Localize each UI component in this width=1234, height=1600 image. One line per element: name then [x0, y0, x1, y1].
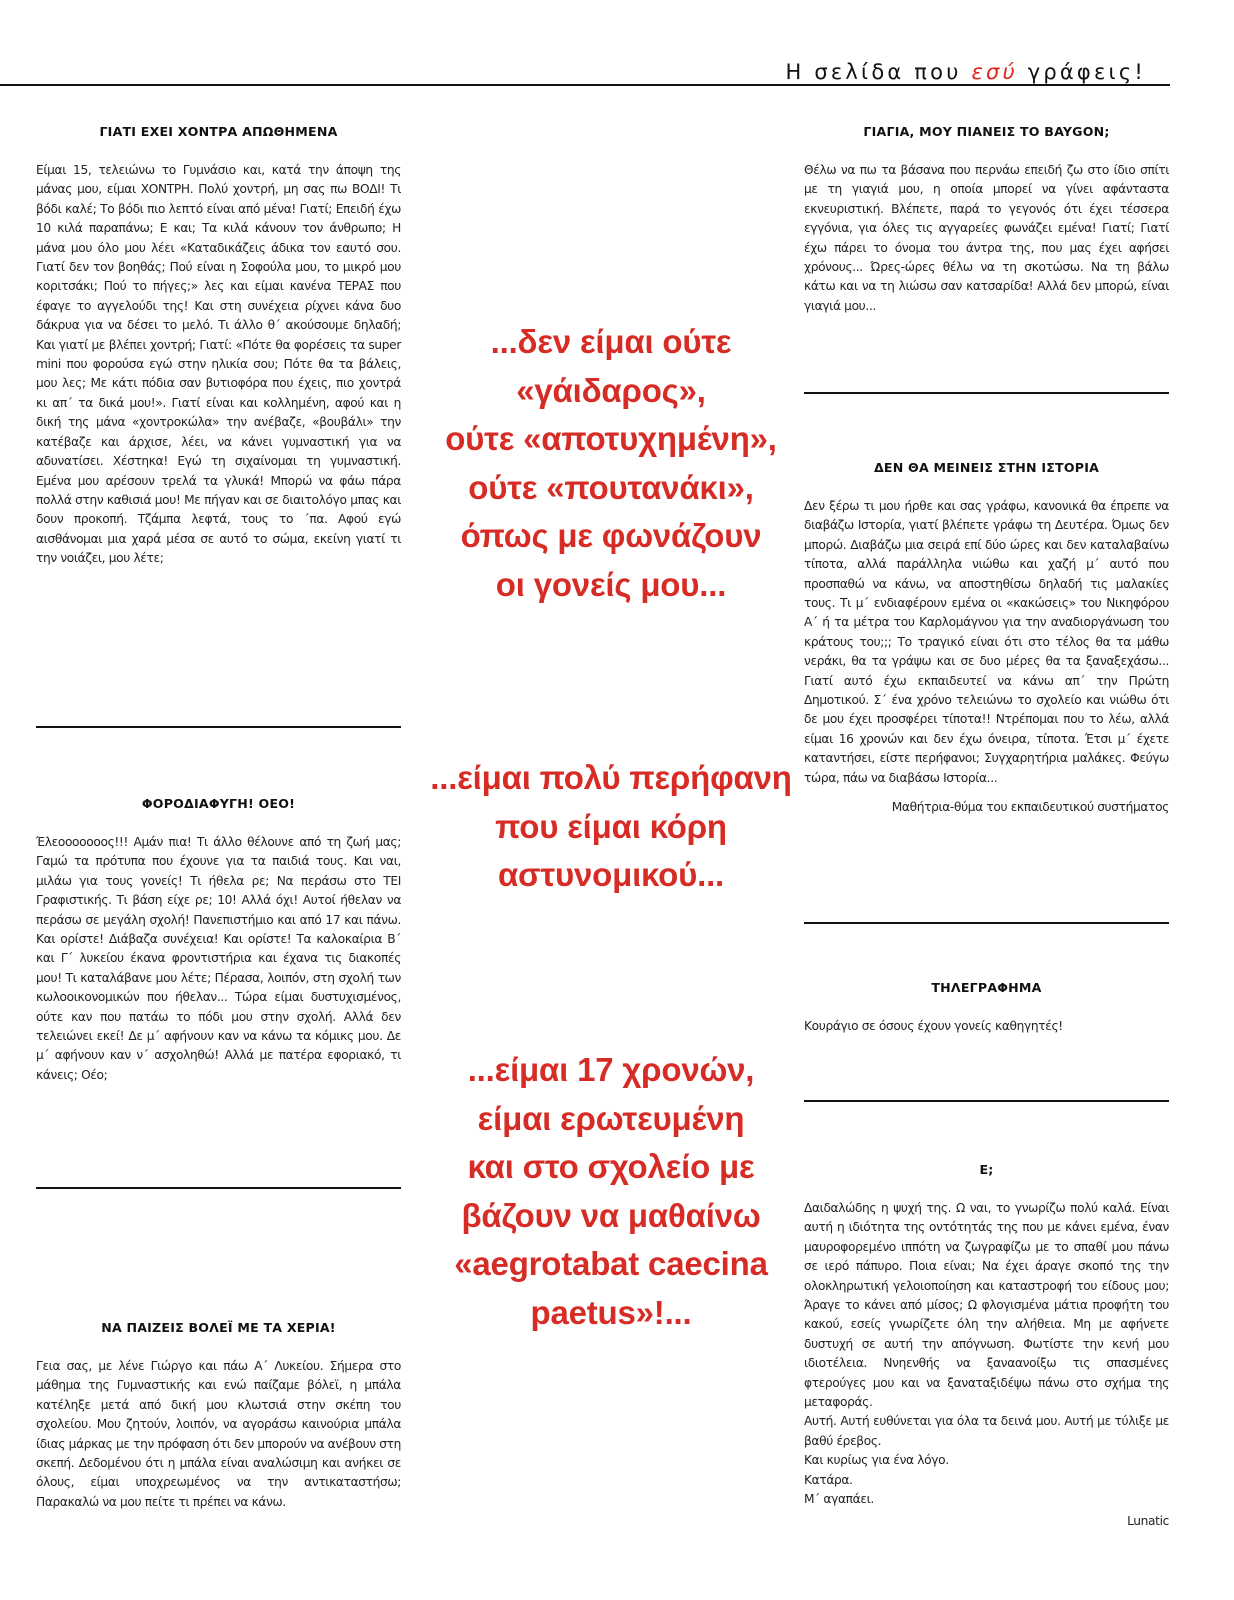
pull-quote-line: ούτε «πουτανάκι», — [468, 468, 754, 506]
article-fat-complexes — [36, 124, 401, 569]
pull-quote-line: ...δεν είμαι ούτε — [490, 323, 732, 360]
article-title: ΦΟΡΟΔΙΑΦΥΓΗ! ΟΕΟ! — [141, 796, 296, 811]
article-body — [804, 1199, 1169, 1510]
article-title: ΓΙΑΤΙ ΕΧΕΙ ΧΟΝΤΡΑ ΑΠΩΘΗΜΕΝΑ — [99, 124, 338, 139]
article-body: Γεια σας, με λένε Γιώργο και πάω Α΄ Λυκείου. Σήμερα στο μάθημα της Γυμναστικής και ενώ παίζαμε βόλεϊ, η μπάλα κατέληξε μετά από δική μου κλωτσιά στην σκέπη του σχολείου. Μου ζητούν, λοιπόν, να αγοράσω καινούρια μπάλα ίδιας μάρκας με την πρόφαση ότι δεν μπορούν να ανέβουν στη σκεπή. Δεδομένου ότι η μπάλα είναι αναλώσιμη και ανήκει σε όλους, είμαι υποχρεωμένος να την αντικαταστήσω; Παρακαλώ να μου πείτε τι πρέπει να κάνω. — [36, 1359, 402, 1509]
pull-quote-line: οι γονείς μου... — [495, 565, 727, 603]
pull-quote-line: ...είμαι πολύ περήφανη — [430, 759, 792, 796]
header-title-pre: Η σελίδα που — [785, 60, 972, 84]
article-title: ΓΙΑΓΙΑ, ΜΟΥ ΠΙΑΝΕΙΣ ΤΟ BAYGON; — [863, 124, 1110, 139]
article-body: Θέλω να πω τα βάσανα που περνάω επειδή ζω στο ίδιο σπίτι με τη γιαγιά μου, η οποία μπορεί να γίνει αφάνταστα εκνευριστική. Βλέπετε, παρά το γεγονός ότι έχει τέσσερα εγγόνια, για όλες τις αγγαρείες φωνάζει εμένα! Γιατί; Γιατί έχω πάρει το όνομα του άντρα της, που μας έχει αφήσει χρόνους... Ώρες-ώρες θέλω να τη σκοτώσω. Να τη βάλω κάτω και να τη λιώσω σαν κατσαρίδα! Αλλά δεν μπορώ, είναι γιαγιά μου... — [804, 163, 1169, 313]
article-title: ΤΗΛΕΓΡΑΦΗΜΑ — [931, 980, 1042, 995]
pull-quote-line: είμαι ερωτευμένη — [477, 1099, 745, 1137]
pull-quote-line: αστυνομικού... — [497, 856, 725, 893]
header-title-accent: εσύ — [971, 60, 1018, 84]
pull-quote-line: «aegrotabat caecina — [454, 1245, 768, 1282]
pull-quote-line: βάζουν να μαθαίνω — [461, 1196, 761, 1234]
article-paragraph: Αυτή. Αυτή ευθύνεται για όλα τα δεινά μου. Αυτή με τύλιξε με βαθύ έρεβος. — [804, 1414, 1169, 1448]
pull-quote-line: ...είμαι 17 χρονών, — [467, 1051, 755, 1088]
article-tax-evasion — [36, 796, 401, 1085]
pull-quote — [425, 318, 797, 609]
article-body: Είμαι 15, τελειώνω το Γυμνάσιο και, κατά την άποψη της μάνας μου, είμαι ΧΟΝΤΡΗ. Πολύ χοντρή, μη σας πω ΒΟΔΙ! Τι βόδι καλέ; Το βόδι πιο λεπτό είναι από μένα! Γιατί; Επειδή έχω 10 κιλά παραπάνω; Ε και; Τα κιλά κάνουν τον άνθρωπο; Η μάνα μου όλο μου λέει «Καταδικάζεις άδικα τον εαυτό σου. Γιατί δεν τον βοηθάς; Πού είναι η Σοφούλα μου, το μικρό μου κοριτσάκι; Πού το πήγες;» λες και είμαι κανένα ΤΕΡΑΣ που έφαγε το αγγελούδι της! Και στη συνέχεια ρίχνει κάνα δυο δάκρυα για να δέσει το μελό. Τι άλλο θ΄ ακούσουμε δηλαδή; Και γιατί με βλέπει χοντρή; Γιατί: «Πότε θα φορέσεις τα super mini που φορούσα εγώ στην ηλικία σου; Πότε θα τα βάλεις, μου λες; Με κάτι πόδια σαν βυτιοφόρα που έχεις, πιο χοντρά κι απ΄ τα δικά μου!». Γιατί είναι και κολλημένη, αφού και η δική της μάνα «χοντροκώλα» την ανέβαζε, «βουβάλι» την κατέβαζε και άρχισε, λέει, να κάνει γυμναστική για να αδυνατίσει. Χέστηκα! Εγώ τη σιχαίνομαι τη γυμναστική. Εμένα μου αρέσουν τρελά τα γλυκά! Μπορώ να φάω πάρα πολλά στην καθισιά μου! Με πήγαν και σε διαιτολόγο μπας και δουν προκοπή. Τζάμπα λεφτά, τους το ΄πα. Αφού εγώ αισθάνομαι μια χαρά μέσα σε αυτό το σώμα, εκείνη γιατί τι την νοιάζει, μου λέτε; — [36, 163, 401, 566]
article-signature: Μαθήτρια-θύμα του εκπαιδευτικού συστήματος — [891, 800, 1169, 815]
article-volleyball — [36, 1320, 401, 1512]
divider — [804, 392, 1169, 394]
article-grandma-baygon — [804, 124, 1169, 316]
pull-quote-line: paetus»!... — [530, 1293, 692, 1331]
pull-quote-line: και στο σχολείο με — [467, 1148, 755, 1185]
page-header-title — [785, 60, 1146, 84]
article-title: ΝΑ ΠΑΙΖΕΙΣ ΒΟΛΕΪ ΜΕ ΤΑ ΧΕΡΙΑ! — [101, 1320, 336, 1335]
article-title: Ε; — [979, 1162, 994, 1177]
article-eh — [804, 1162, 1169, 1531]
article-paragraph: Μ΄ αγαπάει. — [804, 1492, 874, 1507]
article-signature: Lunatic — [1127, 1513, 1169, 1528]
article-body: Δεν ξέρω τι μου ήρθε και σας γράφω, κανονικά θα έπρεπε να διαβάζω Ιστορία, γιατί βλέπετε γράφω τη Δευτέρα. Όμως δεν μπορώ. Διαβάζω μια σειρά επί δύο ώρες και δεν καταλαβαίνω τίποτα, αλλά παράλληλα νιώθω και χαζή μ΄ αυτό που προσπαθώ να κάνω, να αποστηθίσω δηλαδή τις μαλακίες τους. Τι μ΄ ενδιαφέρουν εμένα οι «κακώσεις» του Νικηφόρου Α΄ ή τα μέτρα του Καρλομάγνου για την αναδιοργάνωση του κράτους του;;; Το τραγικό είναι ότι στο τέλος θα τα μάθω νεράκι, θα τα γράψω και σε δυο μέρες θα τα ξαναξεχάσω... Γιατί αυτό έχω εκπαιδευτεί να κάνω απ΄ την Πρώτη Δημοτικού. Σ΄ ένα χρόνο τελειώνω το σχολείο και νιώθω ότι δε μου έχει προσφέρει τίποτα!! Ντρέπομαι που το λέω, αλλά είμαι 16 χρονών και δεν έχω όνειρα, τίποτα. Έτσι μ΄ έχετε καταντήσει, είστε περήφανοι; Συγχαρητήρια μαλάκες. Φεύγω τώρα, πάω να διαβάσω Ιστορία... — [804, 499, 1169, 785]
pull-quote — [425, 1046, 797, 1337]
article-paragraph: Κατάρα. — [804, 1472, 853, 1487]
article-body: Κουράγιο σε όσους έχουν γονείς καθηγητές! — [804, 1019, 1063, 1033]
article-title: ΔΕΝ ΘΑ ΜΕΙΝΕΙΣ ΣΤΗΝ ΙΣΤΟΡΙΑ — [873, 460, 1100, 475]
pull-quote-line: ούτε «αποτυχημένη», — [445, 420, 777, 457]
article-history — [804, 460, 1169, 818]
pull-quote-line: που είμαι κόρη — [495, 807, 727, 845]
article-body: Έλεοοοοοοος!!! Αμάν πια! Τι άλλο θέλουνε από τη ζωή μας; Γαμώ τα πρότυπα που έχουνε για τα παιδιά τους. Και ναι, μιλάω για τους γονείς! Τι ήθελα ρε; Να περάσω στο ΤΕΙ Γραφιστικής. Τι βάση είχε ρε; 10! Αλλά όχι! Αυτοί ήθελαν να περάσω σε μεγάλη σχολή! Πανεπιστήμιο και από 17 και πάνω. Και ορίστε! Διάβαζα συνέχεια! Και ορίστε! Τα καλοκαίρια Β΄ και Γ΄ λυκείου έκανα φροντιστήρια και έχανα τις διακοπές μου! Τι καταλάβανε μου λέτε; Πέρασα, λοιπόν, στη σχολή των κωλοοικονομικών που ήθελαν... Τώρα είμαι δυστυχισμένος, ούτε καν που πατάω το πόδι μου στην σχολή. Αλλά δεν τελειώνει εκεί! Δε μ΄ αφήνουν καν να κάνω τα κόμικς μου. Δε μ΄ αφήνουν καν ν΄ ασχοληθώ! Αλλά με πατέρα εφοριακό, τι κάνεις; Οέο; — [36, 835, 401, 1082]
divider — [36, 726, 401, 728]
pull-quote-line: «γάιδαρος», — [516, 371, 706, 409]
pull-quote-line: όπως με φωνάζουν — [460, 517, 762, 554]
divider — [804, 1100, 1169, 1102]
article-telegram — [804, 980, 1169, 1036]
article-paragraph: Δαιδαλώδης η ψυχή της. Ω ναι, το γνωρίζω πολύ καλά. Είναι αυτή η ιδιότητα της οντότητάς της που με κάνει εμένα, έναν μαυροφορεμένο ιππότη να ζωγραφίζω με το σπαθί μου πάνω σε ιερό πάπυρο. Ποια είναι; Να έχει άραγε σκοπό της την ολοκληρωτική γελοιοποίηση και καταστροφή του είδους μου; Άραγε το κάνει από μίσος; Ω φλογισμένα μάτια προφήτη του κακού, εσείς γνωρίζετε όλη την αλήθεια. Μη με αφήνετε δυστυχή σε αυτή την απόγνωση. Φωτίστε την κενή μου ιδιοτέλεια. Ννηενθής να ξαναανοίξω τις σπασμένες φτερούγες μου και να ξαναταξιδέψω πάνω στο σχήμα της μεταφοράς. — [804, 1201, 1169, 1410]
article-paragraph: Και κυρίως για ένα λόγο. — [804, 1453, 949, 1468]
header-rule — [0, 84, 1170, 86]
divider — [804, 922, 1169, 924]
pull-quote — [425, 754, 797, 900]
divider — [36, 1187, 401, 1189]
header-title-post: γράφεις! — [1017, 60, 1146, 84]
